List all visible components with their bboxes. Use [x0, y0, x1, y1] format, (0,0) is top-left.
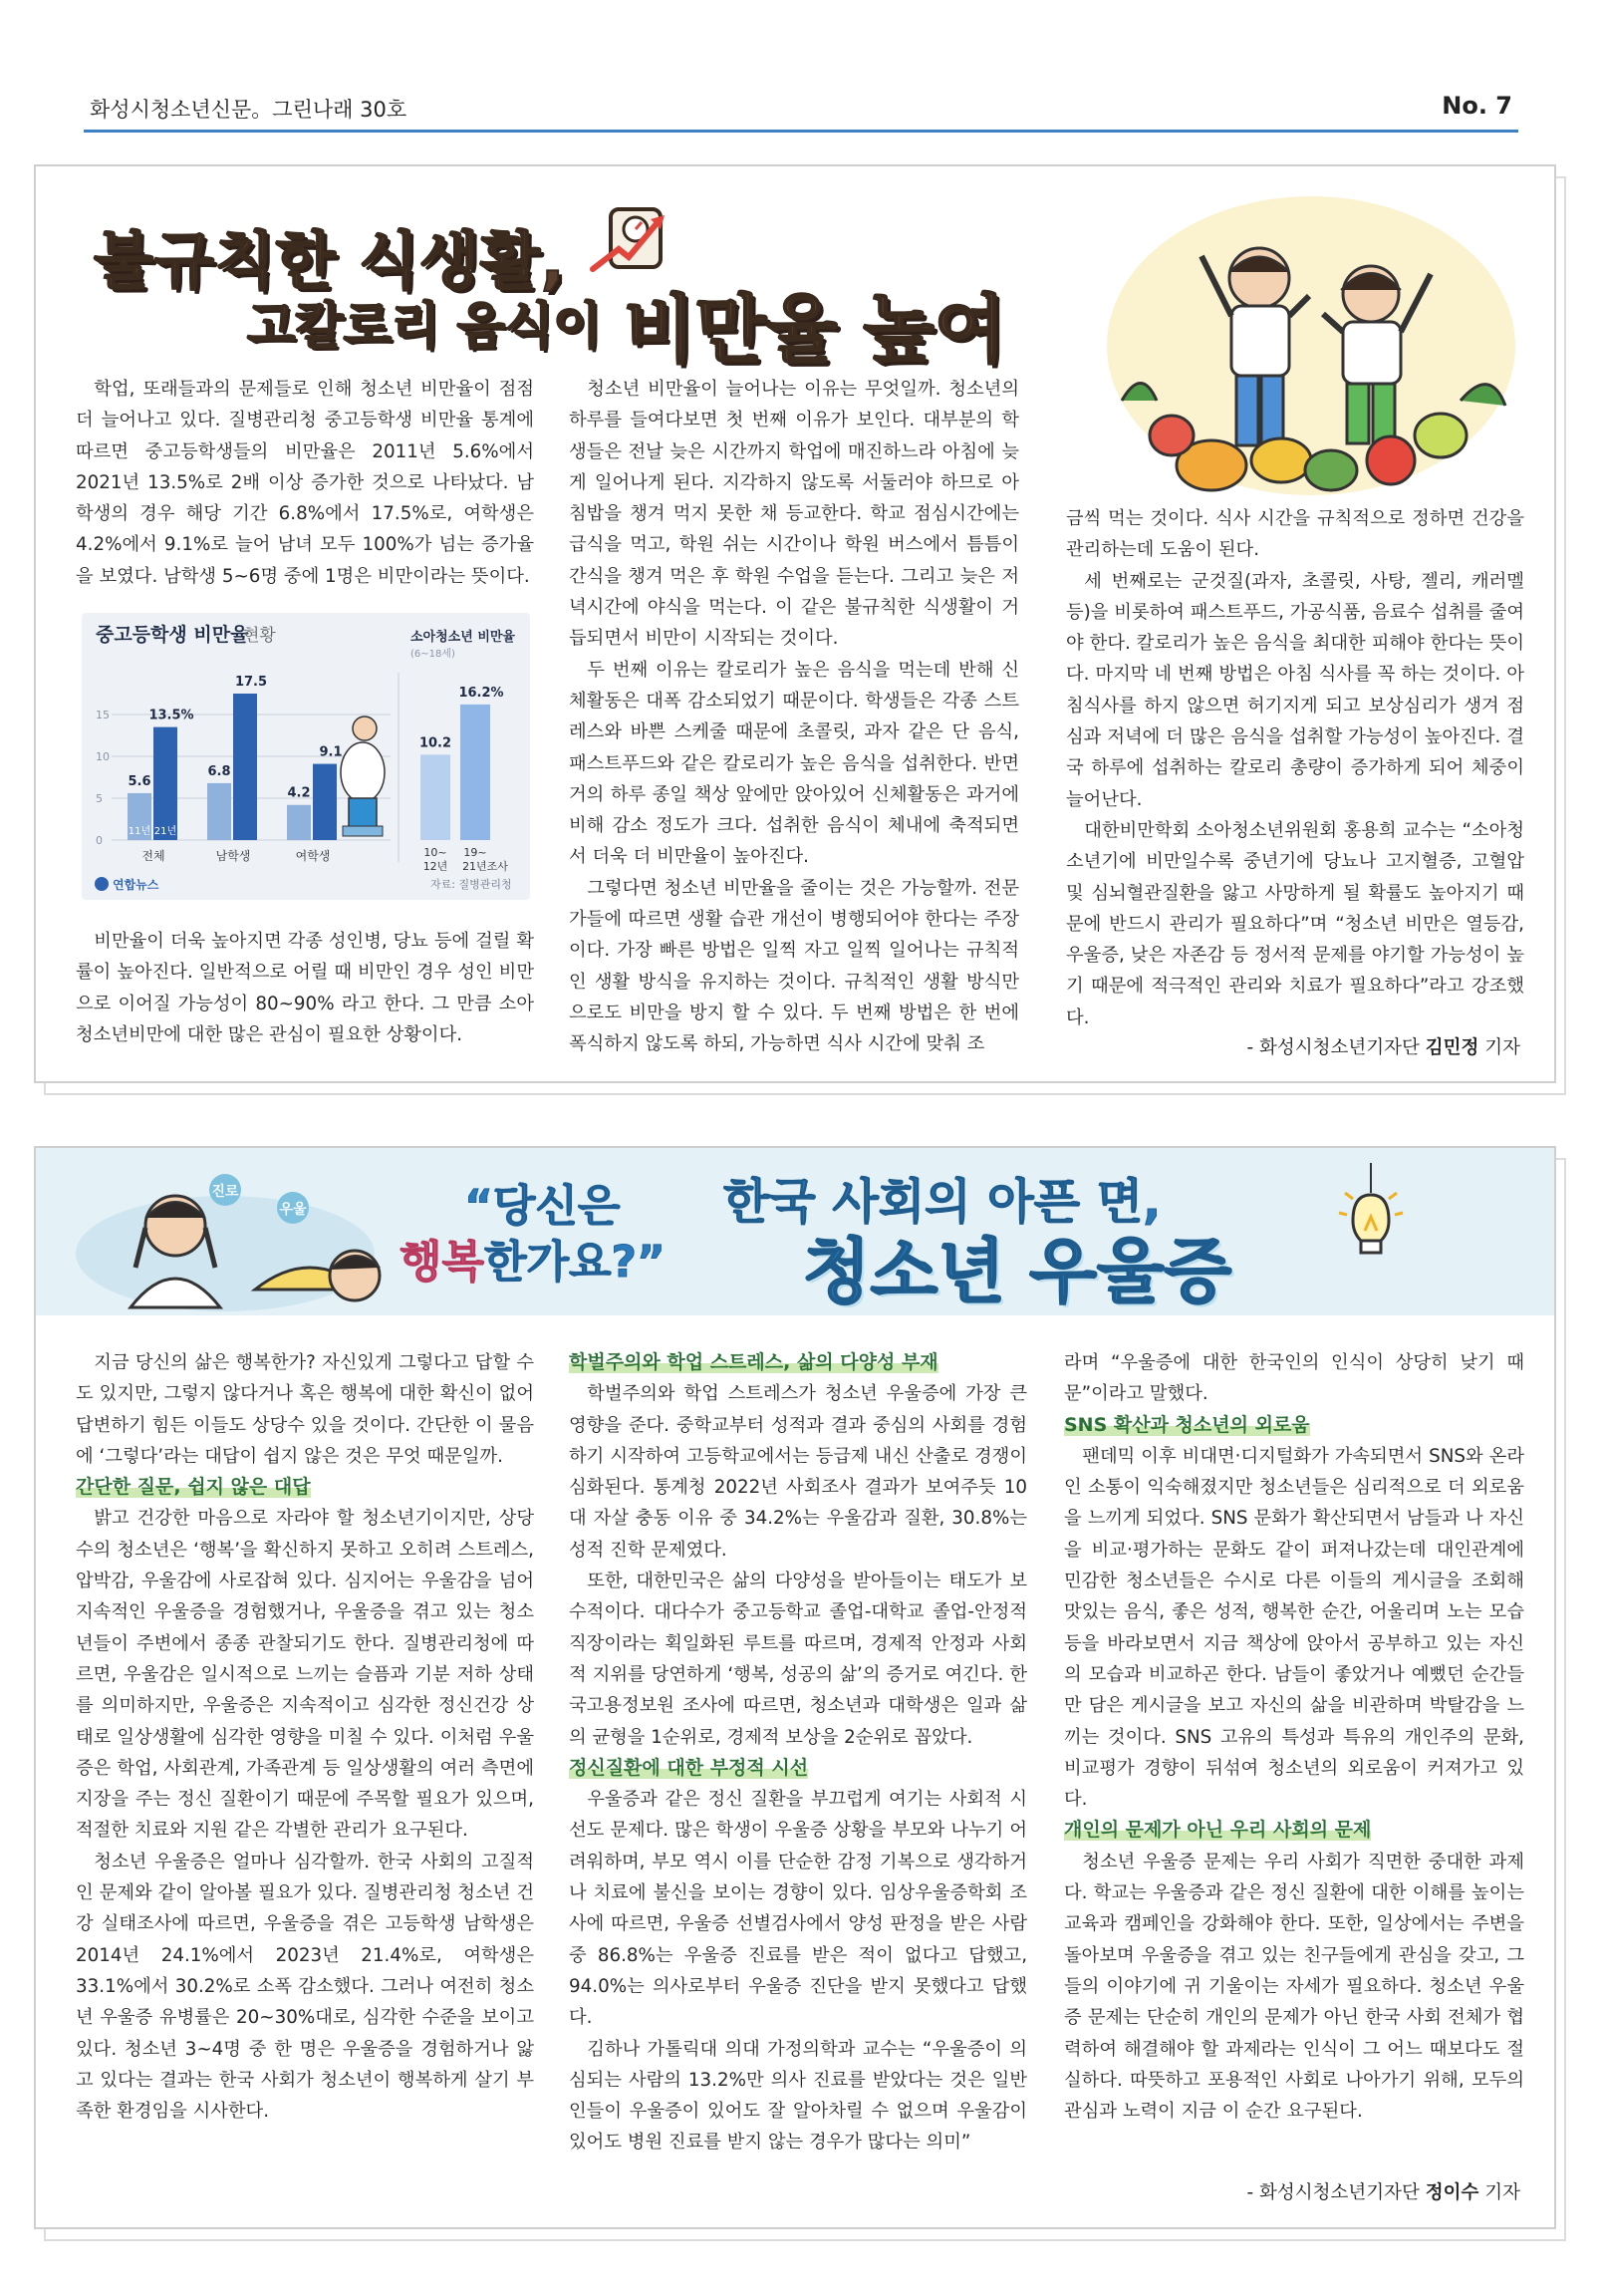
article-2-column-3	[1064, 1347, 1524, 2127]
value-label: 4.2	[287, 785, 311, 801]
paragraph: 두 번째 이유는 칼로리가 높은 음식을 먹는데 반해 신체활동은 대폭 감소되었기 때문이다. 학생들은 각종 스트레스와 바쁜 스케줄 때문에 초콜릿, 과자 같은 단 음식, 패스트푸드와 같은 칼로리가 높은 음식을 섭취한다. 반면 거의 하루 종일 책상 앞에만 앉아있어 신체활동은 과거에 비해 감소 정도가 크다. 섭취한 음식이 체내에 축적되면서 더욱 더 비만율이 높아진다.	[569, 659, 1019, 868]
article-2-column-1	[76, 1347, 534, 2127]
bar-21년-전체	[153, 727, 177, 840]
byline-prefix: - 화성시청소년기자단	[1246, 1037, 1420, 1058]
byline-name: 김민정	[1425, 1037, 1479, 1058]
value-label: 9.1	[319, 744, 343, 760]
bar-21년-여학생	[313, 764, 337, 840]
paragraph: 우울증과 같은 정신 질환을 부끄럽게 여기는 사회적 시선도 문제다. 많은 학생이 우울증 상황을 부모와 나누기 어려워하며, 부모 역시 이를 단순한 감정 기복으로 생각하거나 치료에 불신을 보이는 경향이 있다. 임상우울증학회 조사에 따르면, 우울증 선별검사에서 양성 판정을 받은 사람 중 86.8%는 우울증 진료를 받은 적이 없다고 답했고, 94.0%는 의사로부터 우울증 진단을 받지 못했다고 답했다.	[569, 1789, 1027, 2029]
paragraph: 금씩 먹는 것이다. 식사 시간을 규칙적으로 정하면 건강을 관리하는데 도움이 된다.	[1066, 508, 1524, 561]
subheading: 정신질환에 대한 부정적 시선	[569, 1756, 809, 1779]
inset-category-label-line2: 21년조사	[462, 860, 508, 873]
value-label: 5.6	[128, 773, 151, 789]
banner-question-line1: “당신은	[464, 1181, 621, 1232]
article-1-column-3	[1066, 503, 1524, 1033]
page-number: No. 7	[1442, 92, 1512, 120]
article-1-column-1b	[76, 926, 534, 1050]
article-1-column-1	[76, 374, 534, 592]
subheading: 간단한 질문, 쉽지 않은 대답	[76, 1476, 311, 1499]
subheading-line	[1064, 1815, 1524, 1846]
chart-logo-text: 연합뉴스	[113, 878, 159, 892]
paragraph: 비만율이 더욱 높아지면 각종 성인병, 당뇨 등에 걸릴 확률이 높아진다. 일반적으로 어릴 때 비만인 경우 성인 비만으로 이어질 가능성이 80~90% 라고 한다. 그 만큼 소아청소년비만에 대한 많은 관심이 필요한 상황이다.	[76, 931, 534, 1045]
banner-question-line2	[400, 1226, 666, 1290]
scale-icon	[589, 191, 678, 281]
paragraph: 라며 “우울증에 대한 한국인의 인식이 상당히 낮기 때문”이라고 말했다.	[1064, 1352, 1524, 1405]
chart-title-suffix: 현황	[243, 626, 276, 646]
subheading: 학벌주의와 학업 스트레스, 삶의 다양성 부재	[569, 1351, 938, 1373]
person-body	[341, 742, 385, 802]
series-label: 11년	[128, 826, 151, 837]
category-label: 전체	[141, 849, 165, 863]
paragraph: 지금 당신의 삶은 행복한가? 자신있게 그렇다고 답할 수도 있지만, 그렇지 않다거나 혹은 행복에 대한 확신이 없어 답변하기 힘든 이들도 상당수 있을 것이다. 간단한 이 물음에 ‘그렇다’라는 대답이 쉽지 않은 것은 무엇 때문일까.	[76, 1352, 534, 1467]
byline-prefix: - 화성시청소년기자단	[1246, 2182, 1420, 2203]
paragraph: 김하나 가톨릭대 의대 가정의학과 교수는 “우울증이 의심되는 사람의 13.2%만 의사 진료를 받았다는 것은 일반인들이 우울증이 있어도 잘 알아차릴 수 없으며 우울감이 있어도 병원 진료를 받지 않는 경우가 많다는 의미”	[569, 2038, 1027, 2153]
inset-subtitle: (6~18세)	[410, 649, 455, 660]
inset-title: 소아청소년 비만율	[410, 630, 515, 645]
chart-title: 중고등학생 비만율	[96, 624, 249, 646]
banner-title-line1: 한국 사회의 아픈 면,	[723, 1174, 1162, 1230]
article-depression	[34, 1146, 1556, 2229]
subheading: 개인의 문제가 아닌 우리 사회의 문제	[1064, 1819, 1372, 1842]
bubble-career-label: 진로	[211, 1184, 239, 1200]
paragraph: 팬데믹 이후 비대면·디지털화가 가속되면서 SNS와 온라인 소통이 익숙해졌지만 청소년들은 심리적으로 더 외로움을 느끼게 되었다. SNS 문화가 확산되면서 남들과 나 자신을 비교·평가하는 문화도 같이 퍼져나갔는데 대인관계에 민감한 청소년들은 수시로 다른 이들의 게시글을 조회해 맛있는 음식, 좋은 성적, 행복한 순간, 어울리며 노는 모습 등을 바라보면서 지금 책상에 앉아서 공부하고 있는 자신의 모습과 비교하곤 한다. 남들이 좋았거나 예뻤던 순간들만 담은 게시글을 보고 자신의 삶을 비관하며 박탈감을 느끼는 것이다. SNS 고유의 특성과 특유의 개인주의 문화, 비교평가 경향이 뒤섞여 청소년의 외로움이 커져가고 있다.	[1064, 1445, 1524, 1811]
series-label: 21년	[153, 826, 177, 837]
inset-value-label: 10.2	[418, 735, 452, 751]
subheading-line	[76, 1472, 534, 1503]
obesity-rate-chart	[82, 613, 530, 900]
article-2-banner	[36, 1148, 1554, 1315]
article-obesity	[34, 164, 1556, 1083]
bubble-depressed-label: 우울	[279, 1202, 307, 1218]
y-tick-label: 15	[96, 709, 110, 721]
y-tick-label: 5	[96, 792, 103, 805]
chart-svg	[82, 613, 530, 900]
paragraph: 청소년 우울증은 얼마나 심각할까. 한국 사회의 고질적인 문제와 같이 알아볼 필요가 있다. 질병관리청 청소년 건강 실태조사에 따르면, 우울증을 겪은 고등학생 남학생은 2014년 24.1%에서 2023년 21.4%로, 여학생은 33.1%에서 30.2%로 소폭 감소했다. 그러나 여전히 청소년 우울증 유병률은 20~30%대로, 심각한 수준을 보이고 있다. 청소년 3~4명 중 한 명은 우울증을 경험하거나 앓고 있다는 결과는 한국 사회가 청소년이 행복하게 살기 부족한 환경임을 시사한다.	[76, 1851, 534, 2123]
paragraph: 밝고 건강한 마음으로 자라야 할 청소년기이지만, 상당수의 청소년은 ‘행복’을 확신하지 못하고 오히려 스트레스, 압박감, 우울감에 사로잡혀 있다. 심지어는 우울감을 넘어 지속적인 우울증을 경험했거나, 우울증을 겪고 있는 청소년들이 주변에서 종종 관찰되기도 한다. 질병관리청에 따르면, 우울감은 일시적으로 느끼는 슬픔과 기분 저하 상태를 의미하지만, 우울증은 지속적이고 심각한 정신건강 상태로 일상생활에 심각한 영향을 미칠 수 있다. 이처럼 우울증은 학업, 사회관계, 가족관계 등 일상생활의 여러 측면에 지장을 주는 정신 질환이기 때문에 주목할 필요가 있으며, 적절한 치료와 지원 같은 각별한 관리가 요구된다.	[76, 1508, 534, 1842]
y-tick-label: 10	[96, 750, 110, 763]
lightbulb-icon	[1331, 1163, 1411, 1273]
article-1-title-line1: 불규칙한 식생활,	[94, 224, 566, 297]
header-rule	[84, 130, 1518, 133]
publication-name: 화성시청소년신문。그린나래 30호	[90, 98, 407, 122]
article-1-column-2	[569, 374, 1019, 1060]
inset-category-label-line1: 10~	[423, 846, 447, 859]
person-head	[353, 717, 377, 740]
subheading-line	[569, 1347, 1027, 1378]
subheading-line	[1064, 1410, 1524, 1441]
healthy-eating-illustration	[1102, 186, 1520, 495]
category-label: 남학생	[215, 849, 251, 863]
paragraph: 학벌주의와 학업 스트레스가 청소년 우울증에 가장 큰 영향을 준다. 중학교부터 성적과 결과 중심의 사회를 경험하기 시작하여 고등학교에서는 등급제 내신 산출로 경쟁이 심화된다. 통계청 2022년 사회조사 결과가 보여주듯 10대 자살 충동 이유 중 34.2%는 우울감과 질환, 30.8%는 성적 진학 문제였다.	[569, 1383, 1027, 1561]
paragraph: 대한비만학회 소아청소년위원회 홍용희 교수는 “소아청소년기에 비만일수록 중년기에 당뇨나 고지혈증, 고혈압 및 심뇌혈관질환을 앓고 사망하게 될 확률도 높아지기 때문에 반드시 관리가 필요하다”며 “청소년 비만은 열등감, 우울증, 낮은 자존감 등 정서적 문제를 야기할 가능성이 높기 때문에 적극적인 관리와 치료가 필요하다”라고 강조했다.	[1066, 819, 1524, 1028]
byline-suffix: 기자	[1484, 2182, 1520, 2203]
inset-bar-19~21년	[460, 705, 490, 840]
article-1-title-line2a: 고칼로리 음식이	[247, 297, 602, 355]
banner-question-happy: 행복	[400, 1237, 485, 1288]
article-2-column-2	[569, 1347, 1027, 2158]
banner-question-rest: 한가요?”	[484, 1237, 666, 1288]
bar-11년-남학생	[207, 783, 231, 840]
inset-category-label-line2: 12년	[422, 860, 448, 873]
y-tick-label: 0	[96, 834, 103, 847]
paragraph: 청소년 우울증 문제는 우리 사회가 직면한 중대한 과제다. 학교는 우울증과 같은 정신 질환에 대한 이해를 높이는 교육과 캠페인을 강화해야 한다. 또한, 일상에서는 주변을 돌아보며 우울증을 겪고 있는 친구들에게 관심을 갖고, 그들의 이야기에 귀 기울이는 자세가 필요하다. 청소년 우울증 문제는 단순히 개인의 문제가 아닌 한국 사회 전체가 협력하여 해결해야 할 과제라는 인식이 그 어느 때보다도 절실하다. 따뜻하고 포용적인 사회로 나아가기 위해, 모두의 관심과 노력이 지금 이 순간 요구된다.	[1064, 1851, 1524, 2123]
subheading-line	[569, 1753, 1027, 1784]
chart-source: 자료: 질병관리청	[430, 878, 512, 891]
paragraph: 그렇다면 청소년 비만율을 줄이는 것은 가능할까. 전문가들에 따르면 생활 습관 개선이 병행되어야 한다는 주장이다. 가장 빠른 방법은 일찍 자고 일찍 일어나는 규칙적인 생활 방식을 유지하는 것이다. 규칙적인 생활 방식만으로도 비만을 방지 할 수 있다. 두 번째 방법은 한 번에 폭식하지 않도록 하되, 가능하면 식사 시간에 맞춰 조	[569, 877, 1019, 1055]
value-label: 13.5%	[148, 708, 194, 723]
subheading: SNS 확산과 청소년의 외로움	[1064, 1413, 1310, 1436]
paragraph: 세 번째로는 군것질(과자, 초콜릿, 사탕, 젤리, 캐러멜 등)을 비롯하여 패스트푸드, 가공식품, 음료수 섭취를 줄여야 한다. 칼로리가 높은 음식을 최대한 피해야 한다는 뜻이다. 마지막 네 번째 방법은 아침 식사를 꼭 하는 것이다. 아침식사를 하지 않으면 허기지게 되고 보상심리가 생겨 점심과 저녁에 더 많은 음식을 섭취할 가능성이 높아진다. 결국 하루에 섭취하는 칼로리 총량이 증가하게 되어 체중이 늘어난다.	[1066, 570, 1524, 810]
stressed-students-illustration	[66, 1158, 404, 1312]
person-legs	[349, 798, 377, 828]
value-label: 6.8	[207, 763, 231, 779]
paragraph: 또한, 대한민국은 삶의 다양성을 받아들이는 태도가 보수적이다. 대다수가 중고등학교 졸업-대학교 졸업-안정적 직장이라는 획일화된 루트를 따르며, 경제적 안정과 사회적 지위를 당연하게 ‘행복, 성공의 삶’의 증거로 여긴다. 한국고용정보원 조사에 따르면, 청소년과 대학생은 일과 삶의 균형을 1순위로, 경제적 보상을 2순위로 꼽았다.	[569, 1571, 1027, 1748]
scale-base	[343, 826, 383, 836]
page-header	[84, 88, 1518, 128]
paragraph: 학업, 또래들과의 문제들로 인해 청소년 비만율이 점점 더 늘어나고 있다. 질병관리청 중고등학생 비만율 통계에 따르면 중고등학생들의 비만율은 2011년 5.6%에서 2021년 13.5%로 2배 이상 증가한 것으로 나타났다. 남학생의 경우 해당 기간 6.8%에서 17.5%로, 여학생은 4.2%에서 9.1%로 늘어 남녀 모두 100%가 넘는 증가율을 보였다. 남학생 5~6명 중에 1명은 비만이라는 뜻이다.	[76, 379, 534, 587]
category-label: 여학생	[295, 849, 331, 863]
byline-suffix: 기자	[1484, 1037, 1520, 1058]
yonhap-logo-icon	[95, 877, 109, 891]
byline-name: 정이수	[1425, 2182, 1479, 2203]
article-1-byline	[1246, 1033, 1520, 1059]
value-label: 17.5	[234, 675, 268, 690]
bar-11년-여학생	[287, 805, 311, 840]
bar-21년-남학생	[233, 694, 257, 840]
article-2-byline	[1246, 2178, 1520, 2204]
inset-value-label: 16.2%	[458, 685, 504, 701]
paragraph: 청소년 비만율이 늘어나는 이유는 무엇일까. 청소년의 하루를 들여다보면 첫 번째 이유가 보인다. 대부분의 학생들은 전날 늦은 시간까지 학업에 매진하느라 아침에 늦게 일어나게 된다. 지각하지 않도록 서둘러야 하므로 아침밥을 챙겨 먹지 못한 채 등교한다. 학교 점심시간에는 급식을 먹고, 학원 쉬는 시간이나 학원 버스에서 틈틈이 간식을 챙겨 먹은 후 학원 수업을 듣는다. 그리고 늦은 저녁시간에 야식을 먹는다. 이 같은 불규칙한 식생활이 거듭되면서 비만이 시작되는 것이다.	[569, 379, 1019, 650]
article-1-title-line2b: 비만율 높여	[624, 287, 1006, 373]
inset-category-label-line1: 19~	[463, 846, 487, 859]
banner-title-line2: 청소년 우울증	[803, 1231, 1232, 1312]
inset-bar-10~12년	[420, 754, 450, 840]
